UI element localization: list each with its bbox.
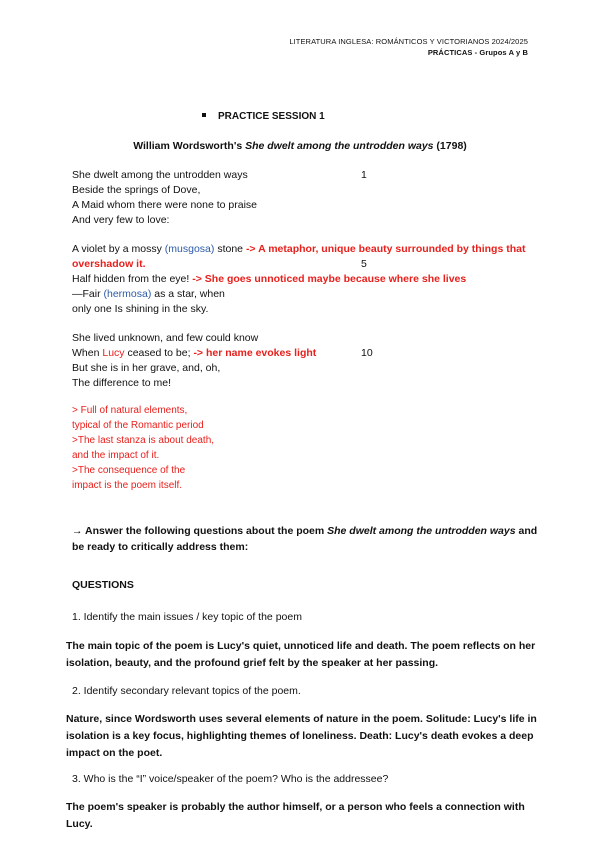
poem-title bbox=[0, 140, 600, 152]
gloss-musgosa: (musgosa) bbox=[164, 243, 215, 255]
note-line-4: and the impact of it. bbox=[72, 450, 160, 461]
poem-line-10-text-b: ceased to be; bbox=[124, 347, 194, 359]
header-course-title: LITERATURA INGLESA: ROMÁNTICOS Y VICTORIANOS 2024/2025 bbox=[289, 37, 528, 46]
poem-line-6 bbox=[72, 273, 466, 285]
line-number-1: 1 bbox=[361, 169, 367, 181]
poem-line-7 bbox=[72, 288, 225, 300]
annotation-name-light: -> her name evokes light bbox=[193, 347, 317, 359]
question-3: 3. Who is the “I” voice/speaker of the poem? Who is the addressee? bbox=[72, 773, 389, 785]
instruction-text-a: Answer the following questions about the poem bbox=[82, 525, 328, 537]
poem-title-italic: She dwelt among the untrodden ways bbox=[245, 140, 434, 152]
poem-line-10 bbox=[72, 347, 316, 359]
gloss-hermosa: (hermosa) bbox=[103, 288, 152, 300]
header-group-label: PRÁCTICAS - Grupos A y B bbox=[427, 48, 528, 57]
poem-line-6-text: Half hidden from the eye! bbox=[72, 273, 193, 285]
poem-line-11: But she is in her grave, and, oh, bbox=[72, 362, 221, 374]
poem-line-9: She lived unknown, and few could know bbox=[72, 332, 259, 344]
annotation-unnoticed: -> She goes unnoticed maybe because where she lives bbox=[192, 273, 467, 285]
note-line-3: >The last stanza is about death, bbox=[72, 435, 215, 446]
note-line-2: typical of the Romantic period bbox=[72, 420, 204, 431]
poem-line-8: only one Is shining in the sky. bbox=[72, 303, 209, 315]
instruction-line-2: be ready to critically address them: bbox=[72, 541, 249, 553]
poem-line-5-text: A violet by a mossy bbox=[72, 243, 165, 255]
poem-author: William Wordsworth's bbox=[133, 140, 246, 152]
poem-line-12: The difference to me! bbox=[72, 377, 172, 389]
answer-2: Nature, since Wordsworth uses several elements of nature in the poem. Solitude: Lucy's life in isolation is a key focus, highlighting themes of loneliness. Death: Lucy's death evokes a deep impact on the poet. bbox=[66, 713, 537, 759]
arrow-icon: → bbox=[72, 525, 83, 537]
poem-line-10-text: When bbox=[72, 347, 103, 359]
annotation-metaphor-cont: overshadow it. bbox=[72, 258, 146, 270]
poem-line-3: A Maid whom there were none to praise bbox=[72, 199, 258, 211]
question-2: 2. Identify secondary relevant topics of the poem. bbox=[72, 685, 301, 697]
questions-heading: QUESTIONS bbox=[72, 579, 134, 591]
poem-line-7-text: —Fair bbox=[72, 288, 104, 300]
note-line-1: > Full of natural elements, bbox=[72, 405, 188, 416]
instruction-text-b: and bbox=[515, 525, 538, 537]
session-title: PRACTICE SESSION 1 bbox=[218, 111, 325, 122]
note-line-6: impact is the poem itself. bbox=[72, 480, 183, 491]
note-line-5: >The consequence of the bbox=[72, 465, 186, 476]
poem-line-4: And very few to love: bbox=[72, 214, 170, 226]
poem-line-7-text-b: as a star, when bbox=[151, 288, 225, 300]
poem-line-5 bbox=[72, 243, 525, 255]
bullet-icon bbox=[202, 113, 206, 117]
poem-line-2: Beside the springs of Dove, bbox=[72, 184, 201, 196]
poem-line-5-text-b: stone bbox=[214, 243, 246, 255]
answer-3: The poem's speaker is probably the author himself, or a person who feels a connection with Lucy. bbox=[66, 801, 525, 830]
line-number-5: 5 bbox=[361, 258, 367, 270]
instruction-poem-title: She dwelt among the untrodden ways bbox=[327, 525, 516, 537]
question-1: 1. Identify the main issues / key topic of the poem bbox=[72, 611, 302, 623]
poem-line-1: She dwelt among the untrodden ways bbox=[72, 169, 248, 181]
answer-1: The main topic of the poem is Lucy's quiet, unnoticed life and death. The poem reflects on her isolation, beauty, and the profound grief felt by the speaker at her passing. bbox=[66, 640, 536, 669]
instruction-line-1 bbox=[72, 525, 537, 537]
poem-year: (1798) bbox=[433, 140, 467, 152]
line-number-10: 10 bbox=[361, 347, 373, 359]
highlight-lucy: Lucy bbox=[102, 347, 125, 359]
session-heading bbox=[202, 111, 325, 122]
annotation-metaphor: -> A metaphor, unique beauty surrounded by things that bbox=[245, 243, 526, 255]
